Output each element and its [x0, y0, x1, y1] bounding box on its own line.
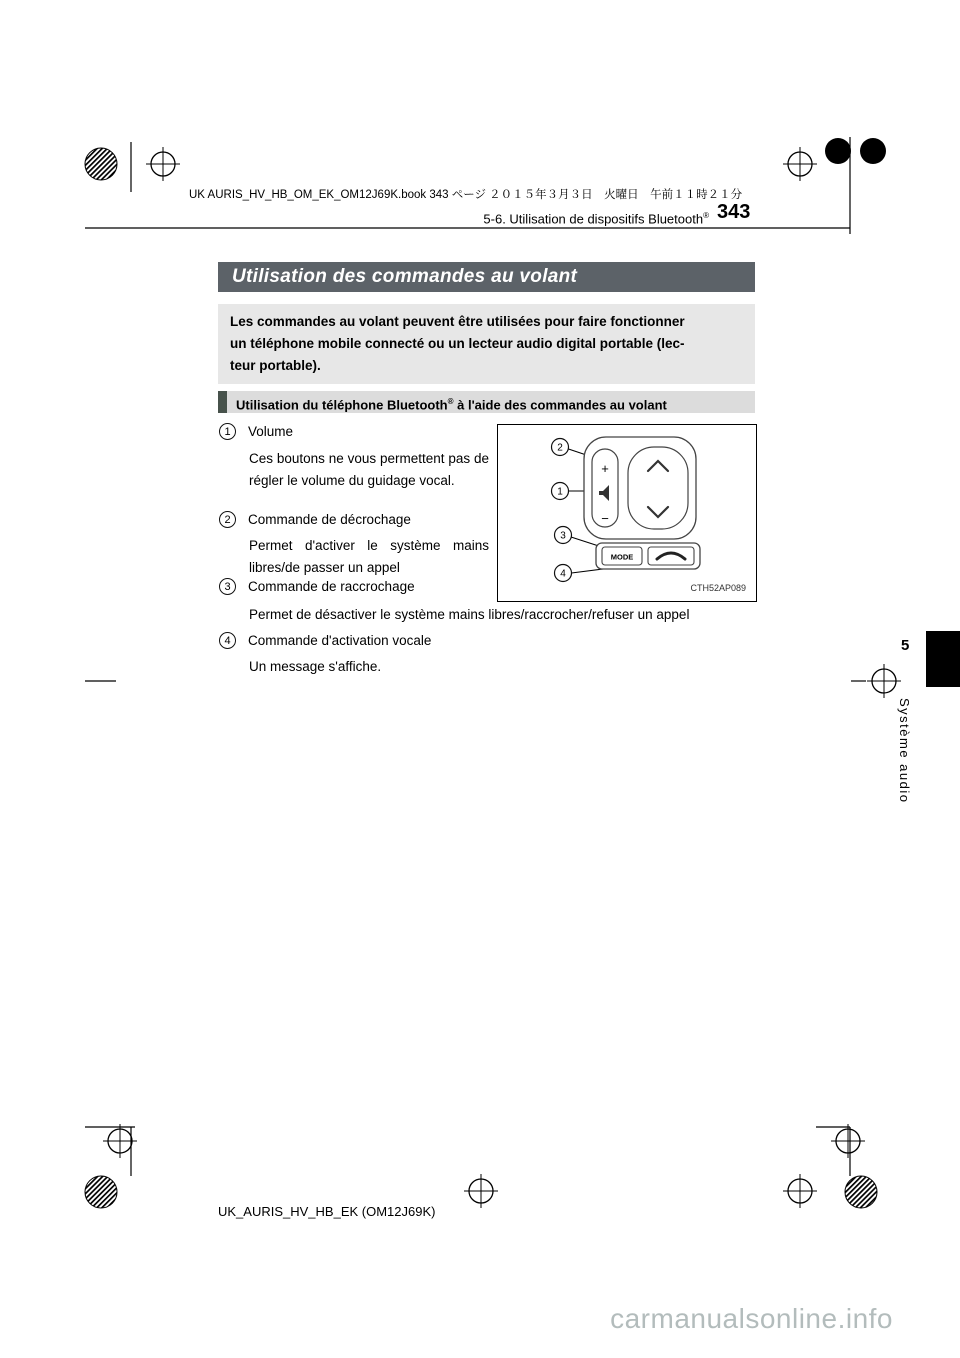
callout-number-badge: 3: [219, 578, 236, 595]
figure-callout-1: [552, 483, 569, 500]
chapter-tab-label: Système audio: [897, 698, 912, 804]
subsection-header: [218, 391, 755, 413]
figure-code: CTH52AP089: [690, 583, 746, 593]
registered-trademark: ®: [447, 397, 454, 406]
svg-text:2: 2: [557, 442, 563, 454]
section-reference: 5-6. Utilisation de dispositifs Bluetooth: [483, 211, 704, 227]
list-item-title: Volume: [248, 424, 294, 439]
subsection-accent-bar: [218, 391, 227, 413]
list-item-body: Ces boutons ne vous permettent pas de régler le volume du guidage vocal.: [249, 451, 489, 488]
summary-line: teur portable).: [230, 358, 321, 373]
solid-density-patch-icon: [825, 138, 886, 164]
figure-callout-4: [555, 565, 572, 582]
list-item-title: Commande de décrochage: [248, 512, 411, 527]
list-item-body: Permet d'activer le système mains libres/de passer un appel: [249, 538, 489, 575]
footer-document-code: UK_AURIS_HV_HB_EK (OM12J69K): [218, 1204, 436, 1219]
chapter-tab-number: 5: [901, 637, 910, 654]
summary-line: Les commandes au volant peuvent être utilisées pour faire fonctionner: [230, 314, 685, 329]
figure-callout-2: [552, 439, 569, 456]
list-item-title: Commande d'activation vocale: [248, 633, 432, 648]
volume-minus-label: −: [601, 511, 609, 526]
page-number: 343: [717, 201, 751, 223]
svg-text:1: 1: [557, 486, 563, 498]
running-header-section: [434, 211, 709, 226]
subsection-title: Utilisation du téléphone Bluetooth® à l'aide des commandes au volant: [227, 391, 755, 413]
list-item: [219, 631, 431, 651]
list-item: [219, 577, 415, 597]
callout-number-badge: 4: [219, 632, 236, 649]
phone-button: [648, 547, 694, 565]
summary-box: [218, 304, 755, 384]
callout-number-badge: 2: [219, 511, 236, 528]
registered-trademark: ®: [703, 211, 709, 220]
proof-timestamp-line: UK AURIS_HV_HB_OM_EK_OM12J69K.book 343 ページ ２０１５年３月３日 火曜日 午前１１時２１分: [189, 189, 743, 201]
list-item-body: Un message s'affiche.: [249, 659, 382, 674]
figure-callouts: [552, 439, 572, 582]
list-item-body: Permet de désactiver le système mains libres/raccrocher/refuser un appel: [249, 607, 690, 622]
mode-button-label: MODE: [610, 552, 634, 562]
volume-rocker: [592, 449, 618, 527]
seek-track-pad: [628, 447, 688, 529]
summary-line: un téléphone mobile connecté ou un lecteur audio digital portable (lec-: [230, 336, 685, 351]
watermark-text: carmanualsonline.info: [610, 1303, 893, 1334]
svg-text:4: 4: [560, 568, 566, 580]
figure-callout-3: [555, 527, 572, 544]
steering-wheel-controls-figure: [497, 424, 757, 602]
list-item-title: Commande de raccrochage: [248, 579, 415, 594]
volume-plus-label: +: [601, 461, 609, 476]
list-item: [219, 422, 293, 442]
mode-button: [602, 547, 642, 565]
callout-number-badge: 1: [219, 423, 236, 440]
svg-text:3: 3: [560, 530, 566, 542]
chapter-tab-marker: [926, 631, 960, 687]
steering-wheel-controls-illustration: [498, 425, 754, 599]
list-item: [219, 510, 411, 530]
page-title: Utilisation des commandes au volant: [218, 262, 755, 292]
